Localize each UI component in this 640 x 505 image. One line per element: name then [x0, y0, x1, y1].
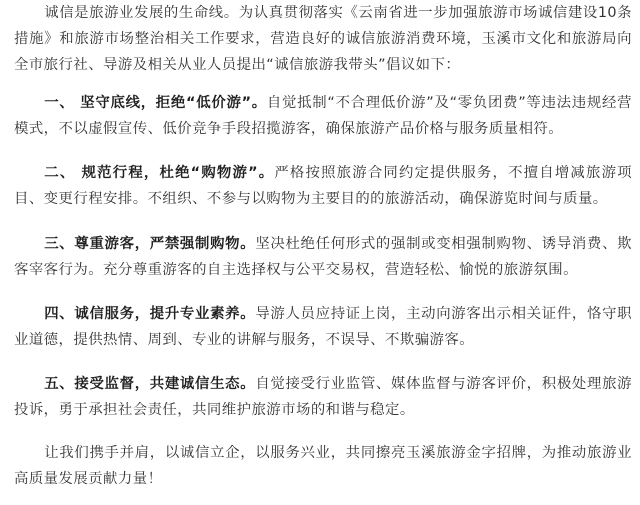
initiative-item-5	[14, 371, 632, 423]
initiative-item-3	[14, 231, 632, 283]
intro-paragraph	[14, 0, 632, 78]
initiative-heading-2: 二、 规范行程，杜绝“购物游”。	[44, 165, 275, 181]
initiative-item-2	[14, 160, 632, 212]
initiative-heading-5: 五、接受监督，共建诚信生态。	[44, 376, 256, 392]
intro-text: 诚信是旅游业发展的生命线。为认真贯彻落实《云南省进一步加强旅游市场诚信建设10条措施》和旅游市场整治相关工作要求，营造良好的诚信旅游消费环境，玉溪市文化和旅游局向全市旅行社、导游及相关从业人员提出“诚信旅游我带头”倡议如下：	[14, 5, 632, 73]
initiative-body-3: 坚决杜绝任何形式的强制或变相强制购物、诱导消费、欺客宰客行为。充分尊重游客的自主选择权与公平交易权，营造轻松、愉悦的旅游氛围。	[14, 236, 632, 278]
initiative-body-1: 自觉抵制“不合理低价游”及“零负团费”等违法违规经营模式，不以虚假宣传、低价竞争手段招揽游客，确保旅游产品价格与服务质量相符。	[14, 95, 632, 137]
initiative-item-4	[14, 301, 632, 353]
closing-text: 让我们携手并肩，以诚信立企，以服务兴业，共同擦亮玉溪旅游金字招牌，为推动旅游业高质量发展贡献力量！	[14, 445, 632, 487]
initiative-heading-1: 一、 坚守底线，拒绝“低价游”。	[44, 95, 267, 111]
initiative-item-1	[14, 90, 632, 142]
initiative-body-2: 严格按照旅游合同约定提供服务，不擅自增减旅游项目、变更行程安排。不组织、不参与以购物为主要目的的旅游活动，确保游览时间与质量。	[14, 165, 632, 207]
initiative-heading-3: 三、尊重游客，严禁强制购物。	[44, 236, 256, 252]
initiative-body-4: 导游人员应持证上岗，主动向游客出示相关证件，恪守职业道德，提供热情、周到、专业的讲解与服务，不误导、不欺骗游客。	[14, 306, 632, 348]
closing-paragraph	[14, 440, 632, 492]
initiative-heading-4: 四、诚信服务，提升专业素养。	[44, 306, 256, 322]
initiative-body-5: 自觉接受行业监管、媒体监督与游客评价，积极处理旅游投诉，勇于承担社会责任，共同维护旅游市场的和谐与稳定。	[14, 376, 632, 418]
